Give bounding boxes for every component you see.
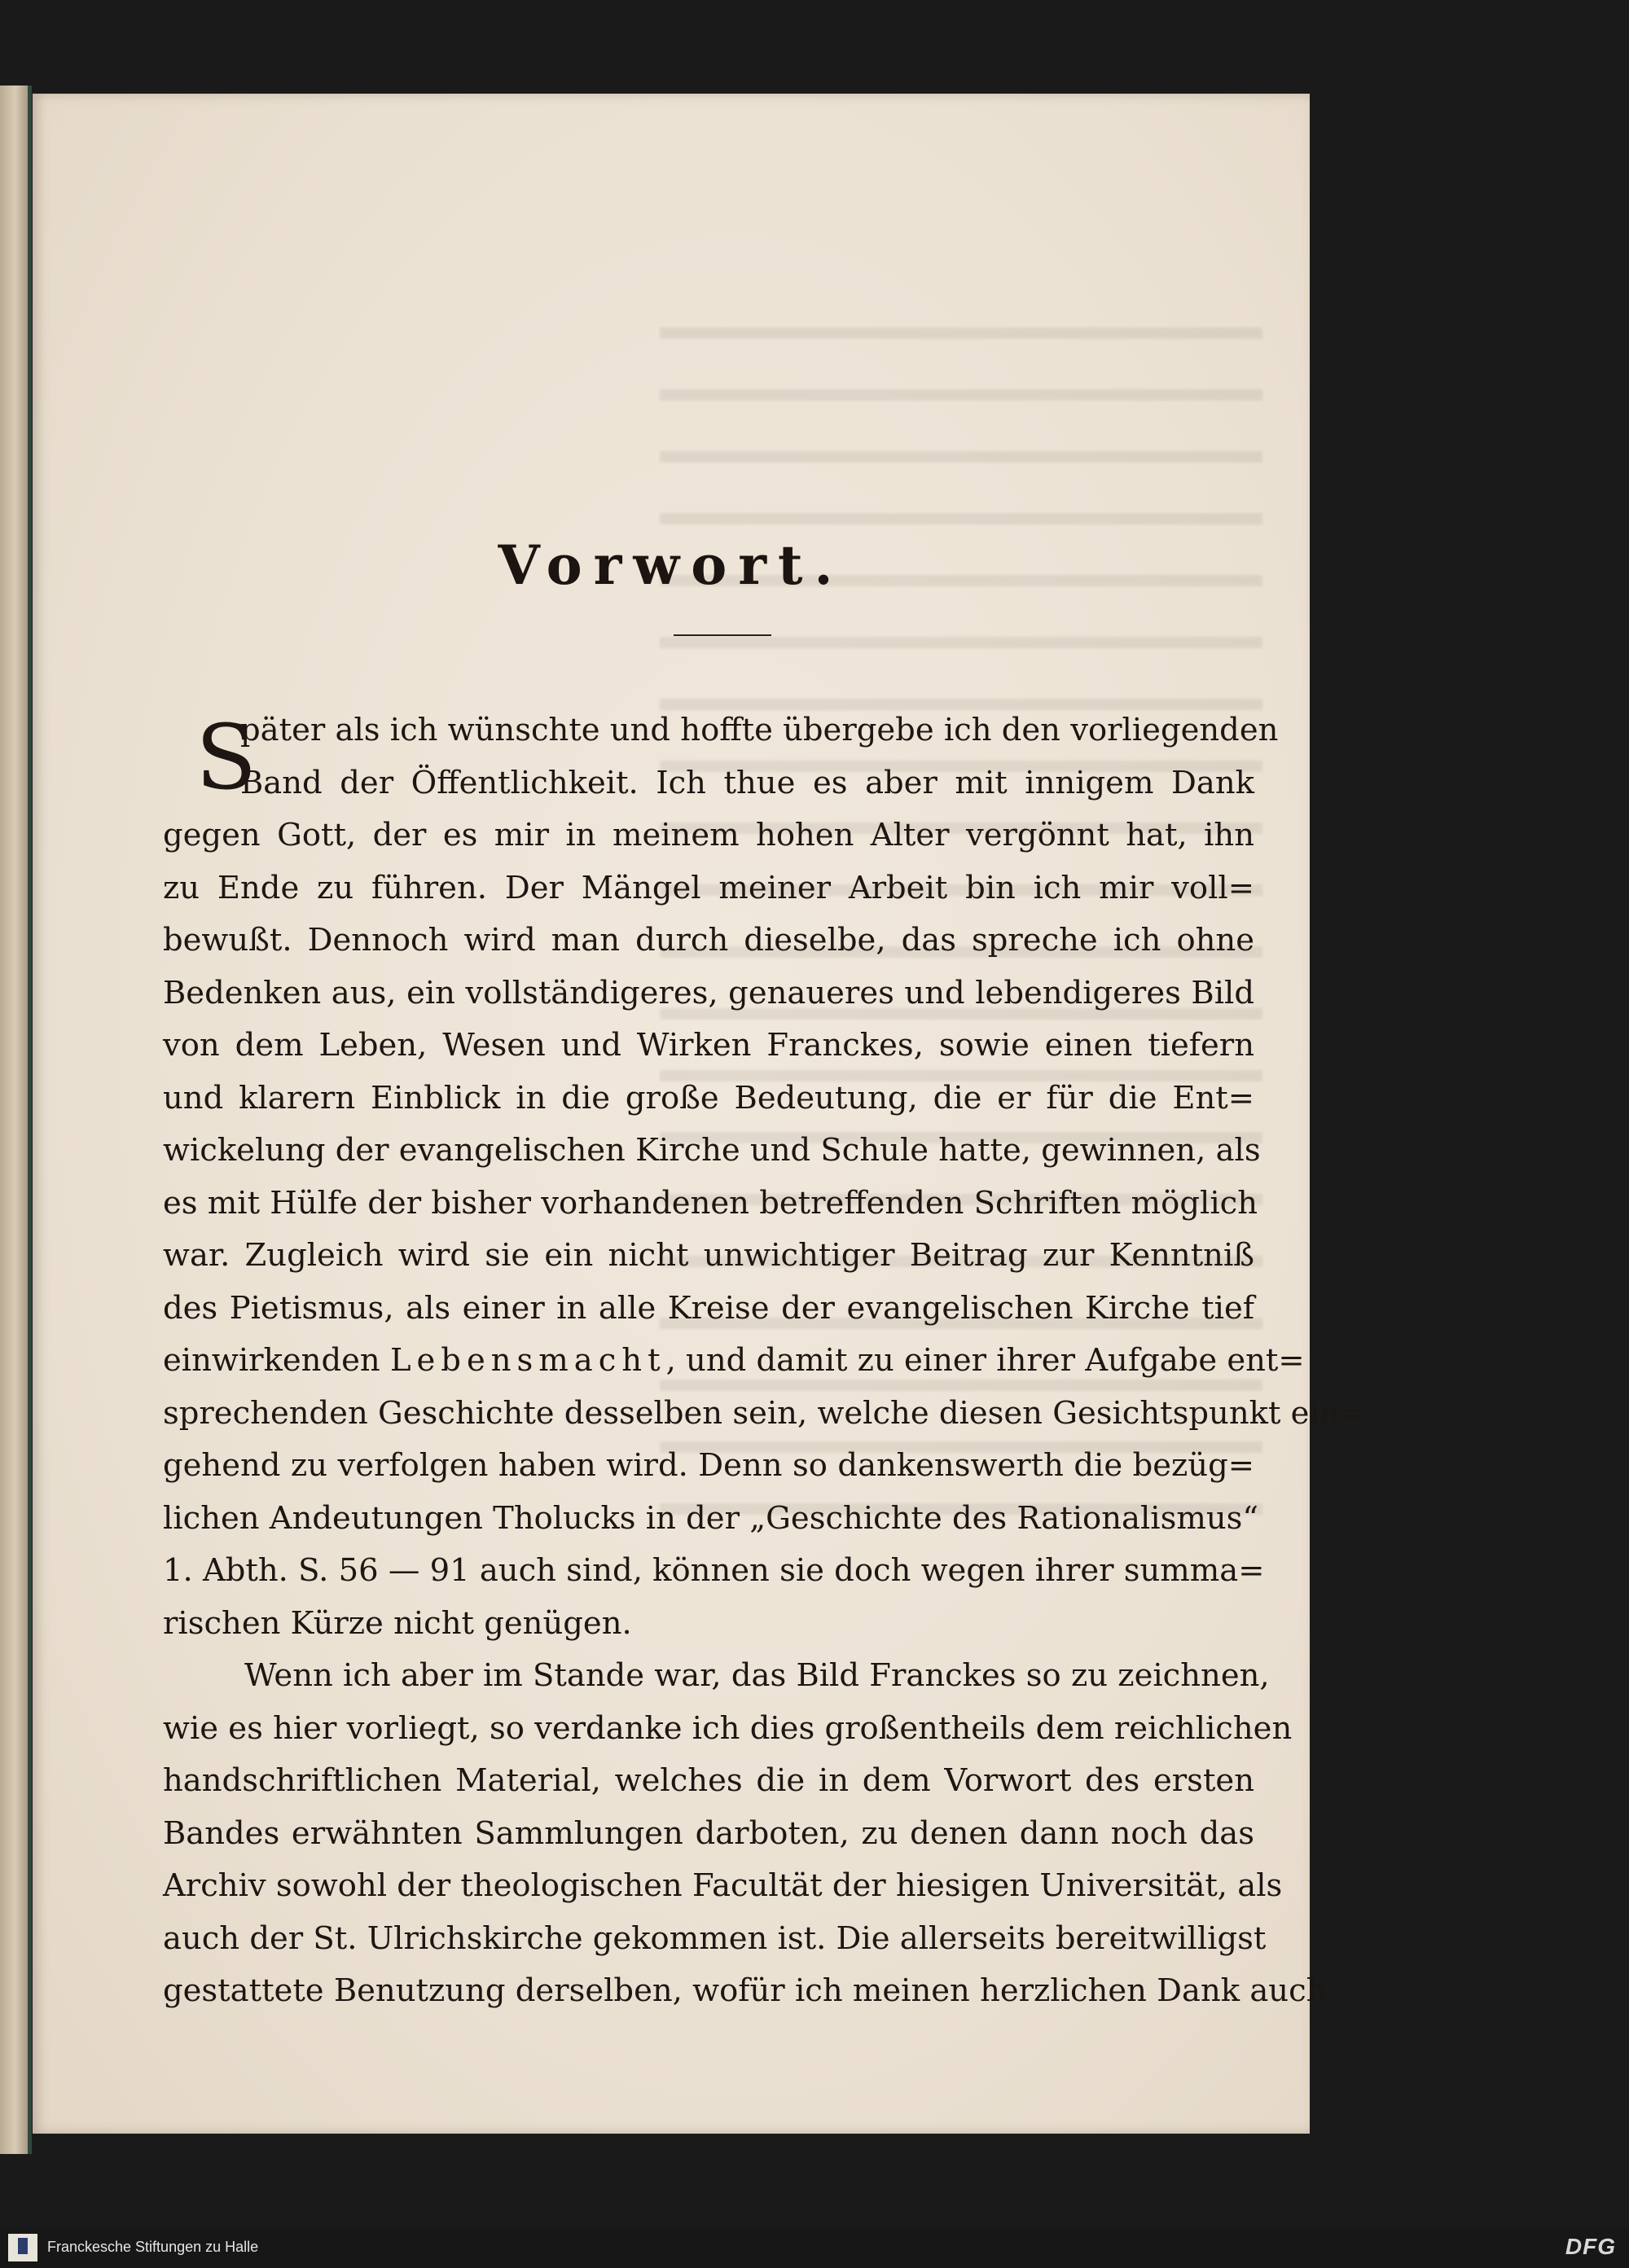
text-line: gegen Gott, der es mir in meinem hohen Alter vergönnt hat, ihn (163, 817, 1254, 853)
text-line: Bandes erwähnten Sammlungen darboten, zu denen dann noch das (163, 1814, 1254, 1852)
institution-name[interactable]: Franckesche Stiftungen zu Halle (47, 2239, 259, 2255)
text-line: sprechenden Geschichte desselben sein, welche diesen Gesichtspunkt ein= (163, 1394, 1366, 1432)
dfg-logo[interactable]: DFG (1565, 2234, 1616, 2259)
text-line: es mit Hülfe der bisher vorhandenen betreffenden Schriften möglich (163, 1184, 1258, 1222)
text-line: von dem Leben, Wesen und Wirken Franckes, sowie einen tiefern (163, 1027, 1254, 1064)
binding-edge (28, 86, 32, 2154)
text-line: lichen Andeutungen Tholucks in der „Geschichte des Rationalismus“ (163, 1499, 1259, 1537)
text-line (163, 1335, 1305, 1388)
text-line: des Pietismus, als einer in alle Kreise der evangelischen Kirche tief (163, 1289, 1254, 1327)
text-fragment: einwirkenden (163, 1342, 380, 1379)
page-heading: Vorwort. (498, 533, 845, 597)
text-line: Band der Öffentlichkeit. Ich thue es aber mit innigem Dank (240, 764, 1254, 801)
viewer-footer (0, 2227, 1629, 2268)
text-line: 1. Abth. S. 56 — 91 auch sind, können sie doch wegen ihrer summa= (163, 1552, 1265, 1589)
text-line: auch der St. Ulrichskirche gekommen ist. Die allerseits bereitwilligst (163, 1919, 1267, 1957)
text-line: gestattete Benutzung derselben, wofür ich meinen herzlichen Dank auch (163, 1972, 1327, 2009)
text-line: Bedenken aus, ein vollständigeres, genaueres und lebendigeres Bild (163, 974, 1254, 1011)
text-line: Archiv sowohl der theologischen Facultät der hiesigen Universität, als (163, 1867, 1283, 1904)
book-page (33, 94, 1366, 2134)
text-line: handschriftlichen Material, welches die in dem Vorwort des ersten (163, 1762, 1254, 1799)
emphasized-word: Lebensmacht (389, 1342, 666, 1379)
text-line: rischen Kürze nicht genügen. (163, 1604, 632, 1642)
text-line: bewußt. Dennoch wird man durch dieselbe, das spreche ich ohne (163, 922, 1254, 959)
drop-cap: S (195, 705, 257, 809)
heading-rule (674, 634, 771, 636)
text-line: päter als ich wünschte und hoffte übergebe ich den vorliegenden (240, 712, 1279, 748)
text-line: gehend zu verfolgen haben wird. Denn so dankenswerth die bezüg= (163, 1447, 1254, 1484)
text-fragment: , und damit zu einer ihrer Aufgabe ent= (665, 1342, 1305, 1379)
text-line: und klarern Einblick in die große Bedeutung, die er für die Ent= (163, 1079, 1254, 1116)
text-line: war. Zugleich wird sie ein nicht unwichtiger Beitrag zur Kenntniß (163, 1237, 1254, 1274)
text-line: zu Ende zu führen. Der Mängel meiner Arbeit bin ich mir voll= (163, 869, 1254, 906)
institution-logo-icon[interactable] (8, 2234, 37, 2261)
text-line: Wenn ich aber im Stande war, das Bild Franckes so zu zeichnen, (244, 1657, 1270, 1694)
body-text (163, 704, 1366, 2018)
text-line: wickelung der evangelischen Kirche und Schule hatte, gewinnen, als (163, 1132, 1261, 1169)
text-line: wie es hier vorliegt, so verdanke ich dies großentheils dem reichlichen (163, 1709, 1293, 1747)
previous-page-edge (0, 86, 28, 2154)
